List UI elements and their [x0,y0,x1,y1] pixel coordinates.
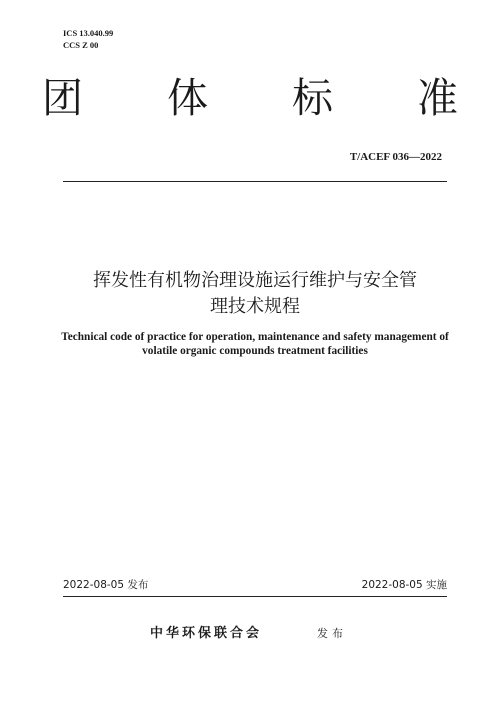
chinese-title-line-1: 挥发性有机物治理设施运行维护与安全管 [93,270,417,291]
standard-type-char-3: 标 [292,74,333,122]
ccs-code: CCS Z 00 [63,40,99,50]
ics-code: ICS 13.040.99 [63,28,114,38]
english-title-line-2: volatile organic compounds treatment facilities [142,345,368,357]
chinese-title [60,268,450,320]
standard-type-char-1: 团 [42,74,83,122]
publish-label: 发布 [317,627,347,640]
top-divider [63,181,447,182]
classification-codes [63,27,113,51]
implementation-date: 2022-08-05 实施 [361,579,447,591]
standard-number: T/ACEF 036—2022 [349,151,442,163]
publisher-name: 中华环保联合会 [150,626,263,641]
standard-type-heading [42,73,458,123]
english-title [40,330,470,358]
bottom-divider [63,596,447,597]
standard-type-char-2: 体 [167,74,208,122]
standard-type-char-4: 准 [417,74,458,122]
issue-date: 2022-08-05 发布 [63,579,149,591]
chinese-title-line-2: 理技术规程 [210,296,300,317]
english-title-line-1: Technical code of practice for operation, maintenance and safety management of [61,331,449,343]
